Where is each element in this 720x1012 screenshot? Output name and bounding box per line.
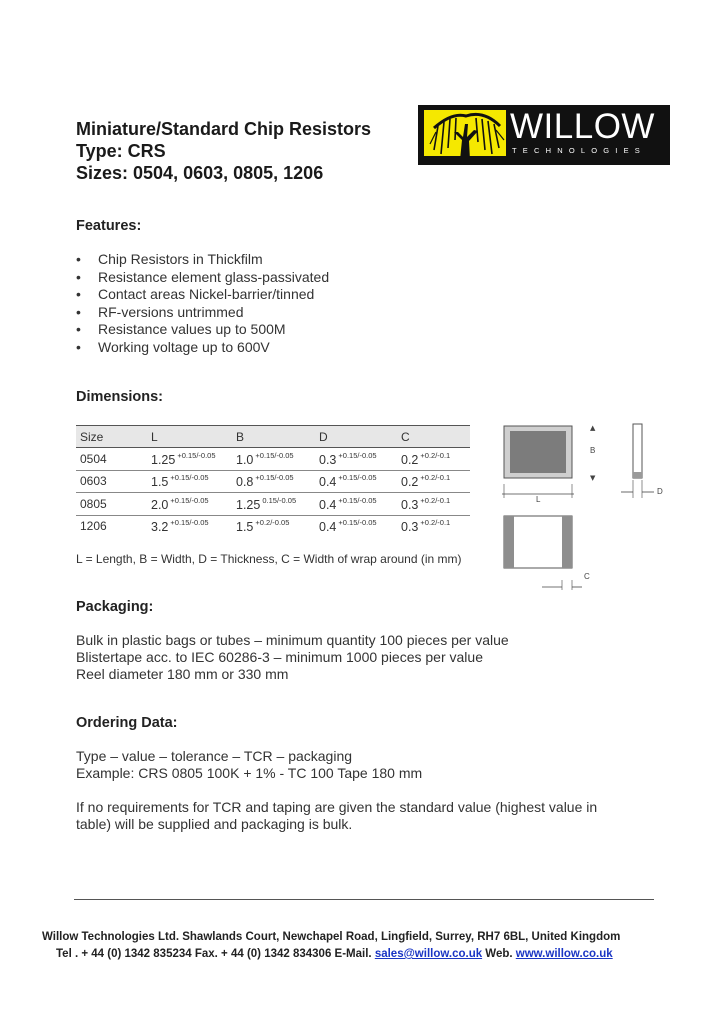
length-cell: 3.2 $^{+0.15/-0.05}$ <box>151 518 209 535</box>
footer-divider <box>74 899 654 900</box>
thickness-cell: 0.4 $^{+0.15/-0.05}$ <box>319 518 377 535</box>
column-header: C <box>397 426 470 448</box>
footer-address: Willow Technologies Ltd. Shawlands Court, Newchapel Road, Lingfield, Surrey, RH7 6BL, United Kingdom <box>42 931 621 943</box>
table-header-row <box>76 426 470 448</box>
dimensions-table <box>76 425 470 537</box>
document-title <box>76 118 371 184</box>
dimensions-heading: Dimensions: <box>76 389 164 405</box>
title-line-product: Miniature/Standard Chip Resistors <box>76 119 372 139</box>
wrap-cell: 0.2 $^{+0.2/-0.1}$ <box>397 448 470 471</box>
thickness-cell: 0.4 $^{+0.15/-0.05}$ <box>315 470 397 493</box>
packaging-line: Reel diameter 180 mm or 330 mm <box>76 665 289 682</box>
dimensions-note: L = Length, B = Width, D = Thickness, C = Width of wrap around (in mm) <box>76 552 462 566</box>
features-heading: Features: <box>76 218 142 234</box>
wrap-cell: 0.3 $^{+0.2/-0.1}$ <box>401 518 451 535</box>
list-item: • Contact areas Nickel-barrier/tinned <box>76 286 315 303</box>
column-header: Size <box>76 426 147 448</box>
website-link[interactable]: www.willow.co.uk <box>515 948 613 960</box>
length-cell: 1.25 $^{+0.15/-0.05}$ <box>147 448 232 471</box>
column-header: D <box>315 426 397 448</box>
list-item: • Resistance element glass-passivated <box>76 268 330 285</box>
email-link[interactable]: sales@willow.co.uk <box>374 948 483 960</box>
width-cell: 1.0 $^{+0.15/-0.05}$ <box>232 448 315 471</box>
ordering-text <box>76 748 422 782</box>
table-row <box>76 515 470 537</box>
willow-tree-icon <box>424 110 506 160</box>
list-item: • Resistance values up to 500M <box>76 321 286 338</box>
wrap-cell: 0.2 $^{+0.2/-0.1}$ <box>397 470 470 493</box>
length-cell: 2.0 $^{+0.15/-0.05}$ <box>147 493 232 516</box>
logo-subtitle: TECHNOLOGIES <box>512 146 646 155</box>
column-header: B <box>232 426 315 448</box>
column-header: L <box>147 426 232 448</box>
thickness-cell: 0.3 $^{+0.15/-0.05}$ <box>315 448 397 471</box>
features-list <box>76 251 329 357</box>
logo-wordmark: WILLOW <box>510 107 655 146</box>
b-dimension-label: B <box>590 446 596 455</box>
packaging-text <box>76 632 509 682</box>
size-cell: 0603 <box>76 470 147 493</box>
list-item: • Working voltage up to 600V <box>76 338 270 355</box>
willow-logo <box>418 105 670 165</box>
list-item: • Chip Resistors in Thickfilm <box>76 251 263 267</box>
size-cell: 0504 <box>76 448 147 471</box>
chip-dimension-diagram <box>496 418 676 598</box>
ordering-line: Example: CRS 0805 100K + 1% - TC 100 Tape 180 mm <box>76 764 423 781</box>
table-row <box>76 470 470 493</box>
title-line-type: Type: CRS <box>76 141 166 161</box>
list-item: • RF-versions untrimmed <box>76 303 244 320</box>
svg-text:▼: ▼ <box>590 474 596 482</box>
ordering-note: If no requirements for TCR and taping are given the standard value (highest value in table) will be supplied and packaging is bulk. <box>76 799 598 832</box>
packaging-line: Bulk in plastic bags or tubes – minimum quantity 100 pieces per value <box>76 632 509 648</box>
ordering-heading: Ordering Data: <box>76 715 178 731</box>
ordering-line: Type – value – tolerance – TCR – packaging <box>76 748 353 764</box>
packaging-line: Blistertape acc. to IEC 60286-3 – minimum 1000 pieces per value <box>76 648 483 665</box>
footer-contact: Tel . + 44 (0) 1342 835234 Fax. + 44 (0) 1342 834306 E-Mail. sales@willow.co.uk Web. www.willow.co.uk <box>56 948 613 960</box>
d-dimension-label: D <box>657 487 663 496</box>
title-line-sizes: Sizes: 0504, 0603, 0805, 1206 <box>76 163 324 183</box>
packaging-heading: Packaging: <box>76 599 154 615</box>
size-cell: 1206 <box>80 519 107 534</box>
wrap-cell: 0.3 $^{+0.2/-0.1}$ <box>397 493 470 516</box>
size-cell: 0805 <box>76 493 147 516</box>
svg-text:▲: ▲ <box>590 424 596 432</box>
width-cell: 1.5 $^{+0.2/-0.05}$ <box>236 518 290 535</box>
width-cell: 1.25 $^{0.15/-0.05}$ <box>232 493 315 516</box>
thickness-cell: 0.4 $^{+0.15/-0.05}$ <box>315 493 397 516</box>
l-dimension-label: L <box>536 495 541 504</box>
width-cell: 0.8 $^{+0.15/-0.05}$ <box>232 470 315 493</box>
c-dimension-label: C <box>584 572 590 581</box>
table-row <box>76 448 470 471</box>
table-row <box>76 493 470 516</box>
length-cell: 1.5 $^{+0.15/-0.05}$ <box>147 470 232 493</box>
